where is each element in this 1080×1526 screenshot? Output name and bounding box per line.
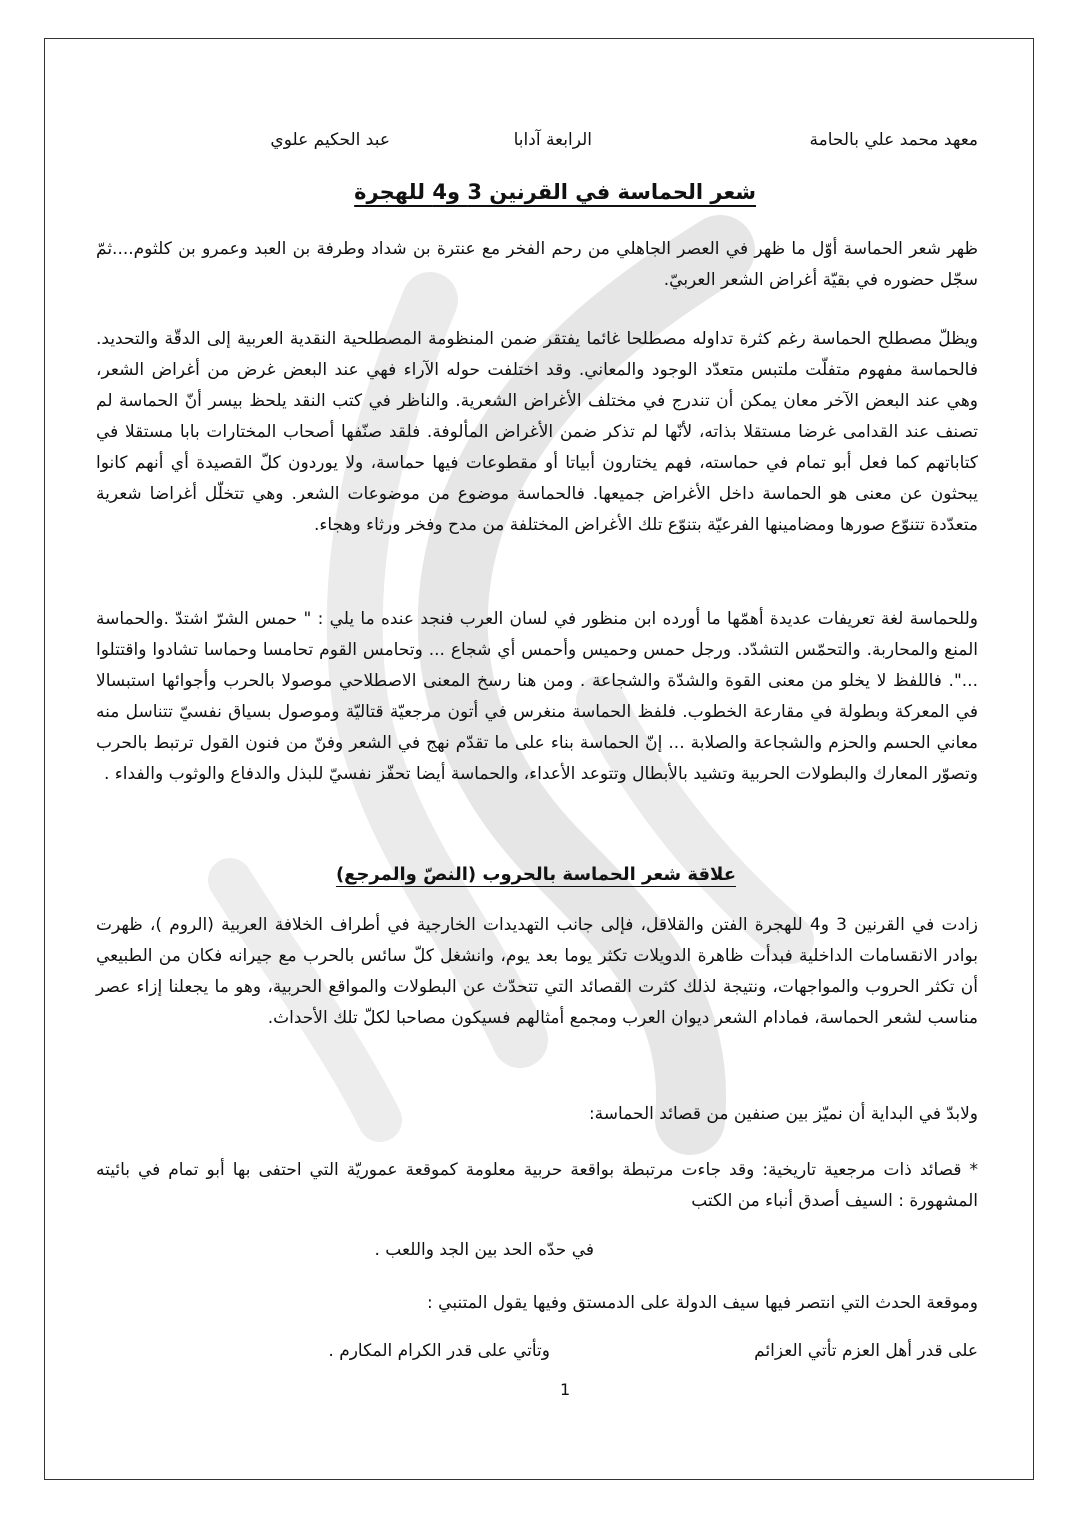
institute-name: معهد محمد علي بالحامة <box>809 130 978 150</box>
document-page <box>44 38 1034 1480</box>
verse-hemistich-second: وتأتي على قدر الكرام المكارم . <box>328 1341 550 1361</box>
paragraph-historical: * قصائد ذات مرجعية تاريخية: وقد جاءت مرتبطة بواقعة حربية معلومة كموقعة عموريّة التي احتفى بها أبو تمام في بائيته المشهورة : السيف أصدق أنباء من الكتب <box>96 1160 978 1211</box>
paragraph-types: ولابدّ في البداية أن نميّز بين صنفين من قصائد الحماسة: <box>588 1104 978 1124</box>
verse-line: في حدّه الحد بين الجد واللعب . <box>374 1240 594 1260</box>
paragraph-definition: وللحماسة لغة تعريفات عديدة أهمّها ما أورده ابن منظور في لسان العرب فنجد عنده ما يلي : " حمس الشرّ اشتدّ .والحماسة المنع والمحاربة. والتحمّس التشدّد. ورجل حمس وحميس وأحمس أي شجاع ... وتحامس القوم تحامسا وحماسا تشادوا واقتتلوا ...". فاللفظ لا يخلو من معنى القوة والشدّة والشجاعة . ومن هنا رسخ المعنى الاصطلاحي موصولا بالحرب وأجوائها استبسالا في المعركة وبطولة في مقارعة الخطوب. فلفظ الحماسة منغرس في أتون مرجعيّة قتاليّة وموصول بسياق نفسيّ تتناسل منه معاني الحسم والحزم والشجاعة والصلابة ... إنّ الحماسة بناء على ما تقدّم نهج في الشعر وفنّ من فنون القول ترتبط بالحرب وتصوّر المعارك والبطولات الحربية وتشيد بالأبطال وتتوعد الأعداء، والحماسة أيضا تحفّز نفسيّ للبذل والدفاع والوثوب والفداء . <box>96 609 978 784</box>
section-heading: علاقة شعر الحماسة بالحروب (النصّ والمرجع) <box>335 864 736 885</box>
paragraph-intro: ظهر شعر الحماسة أوّل ما ظهر في العصر الجاهلي من رحم الفخر مع عنترة بن شداد وطرفة بن العبد وعمرو بن كلثوم....ثمّ سجّل حضوره في بقيّة أغراض الشعر العربيّ. <box>96 239 978 290</box>
class-level: الرابعة آدابا <box>513 130 592 150</box>
paragraph-context: زادت في القرنين 3 و4 للهجرة الفتن والقلاقل، فإلى جانب التهديدات الخارجية في أطراف الخلافة العربية (الروم )، ظهرت بوادر الانقسامات الداخلية فبدأت ظاهرة الدويلات تكثر يوما بعد يوم، وانشغل كلّ سائس بالحرب مع جيرانه فكان من الطبيعي أن تكثر الحروب والمواجهات، ونتيجة لذلك كثرت القصائد التي تتحدّث عن البطولات والمواقع الحربية، وهو ما يجعلنا إزاء عصر مناسب لشعر الحماسة، فمادام الشعر ديوان العرب ومجمع أمثالهم فسيكون مصاحبا لكلّ تلك الأحداث. <box>96 915 978 1028</box>
paragraph-battle: وموقعة الحدث التي انتصر فيها سيف الدولة على الدمستق وفيها يقول المتنبي : <box>427 1293 978 1313</box>
document-title: شعر الحماسة في القرنين 3 و4 للهجرة <box>354 180 756 204</box>
document-header <box>44 130 1034 160</box>
paragraph-term: ويظلّ مصطلح الحماسة رغم كثرة تداوله مصطلحا غائما يفتقر ضمن المنظومة المصطلحية النقدية العربية إلى الدقّة والتحديد. فالحماسة مفهوم متفلّت ملتبس متعدّد الوجود والمعاني. وقد اختلفت حوله الآراء فهي عند البعض غرض من أغراض الشعر، وهي عند البعض الآخر معان يمكن أن تندرج في مختلف الأغراض الشعرية. والناظر في كتب النقد يلحظ بيسر أنّ الحماسة لم تصنف عند القدامى غرضا مستقلا بذاته، لأنّها لم تذكر ضمن الأغراض المألوفة. فلقد صنّفها أصحاب المختارات بابا مستقلا في كتاباتهم كما فعل أبو تمام في حماسته، فهم يختارون أبياتا أو مقطوعات فيها حماسة، ولا يوردون كلّ القصيدة أي أنهم كانوا يبحثون عن معنى هو الحماسة داخل الأغراض جميعها. فالحماسة موضوع من موضوعات الشعر. وهي تتخلّل أغراضا شعرية متعدّدة تتنوّع صورها ومضامينها الفرعيّة بتنوّع تلك الأغراض المختلفة من مدح وفخر ورثاء وهجاء. <box>96 329 978 535</box>
page-number: 1 <box>560 1380 571 1399</box>
verse-hemistich-first: على قدر أهل العزم تأتي العزائم <box>754 1341 978 1361</box>
author-name: عبد الحكيم علوي <box>270 130 390 150</box>
